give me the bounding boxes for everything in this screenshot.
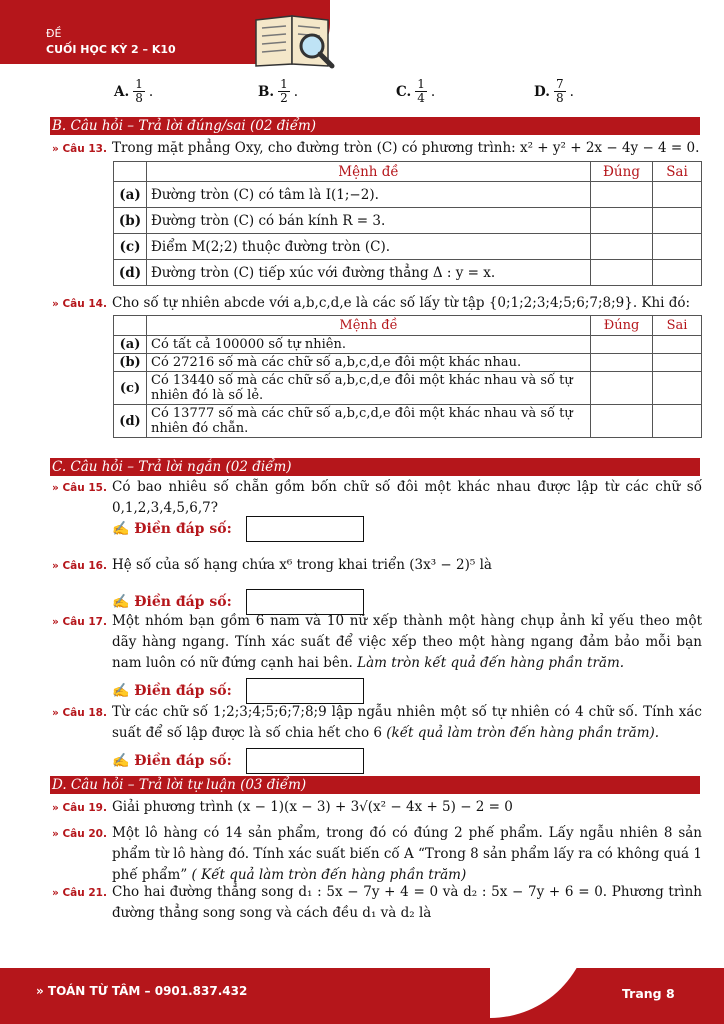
q18-answer: ✍ Điền đáp số:	[112, 748, 364, 774]
q14-row-a: Có tất cả 100000 số tự nhiên.	[147, 336, 591, 354]
section-c-heading: C. Câu hỏi – Trả lời ngắn (02 điểm)	[50, 458, 700, 476]
answer-options	[0, 78, 724, 114]
option-d: D. $\frac{7}{8}$ .	[534, 77, 574, 105]
q16-text: Hệ số của số hạng chứa x⁶ trong khai triển (3x³ − 2)⁵ là	[112, 557, 492, 573]
option-c: C. $\frac{1}{4}$ .	[396, 77, 436, 105]
q14-label: » Câu 14.	[52, 298, 107, 310]
q21-label: » Câu 21.	[52, 887, 107, 899]
footer-curve	[490, 908, 590, 1018]
q14-row-d: Có 13777 số mà các chữ số a,b,c,d,e đôi một khác nhau và số tự nhiên đó chẵn.	[147, 405, 591, 438]
page-number: Trang 8	[622, 986, 675, 1001]
q20-label: » Câu 20.	[52, 828, 107, 840]
section-d-heading: D. Câu hỏi – Trả lời tự luận (03 điểm)	[50, 776, 700, 794]
q18-label: » Câu 18.	[52, 707, 107, 719]
q13-table: Mệnh đề Đúng Sai (a) Đường tròn (C) có tâm là I(1;−2). (b) Đường tròn (C) có bán kính R = 3. (c) Điểm M(2;2) thuộc đường tròn (C). (d) Đường tròn (C) tiếp xúc với đường thẳng Δ : y = x.	[113, 161, 702, 286]
q14-text: Cho số tự nhiên abcde với a,b,c,d,e là các số lấy từ tập {0;1;2;3;4;5;6;7;8;9}. Khi đó:	[112, 295, 691, 311]
option-b: B. $\frac{1}{2}$ .	[258, 77, 299, 105]
footer-band	[0, 968, 724, 1024]
q13-row-d: Đường tròn (C) tiếp xúc với đường thẳng Δ : y = x.	[147, 260, 591, 286]
q13-row-c: Điểm M(2;2) thuộc đường tròn (C).	[147, 234, 591, 260]
q13-label: » Câu 13.	[52, 143, 107, 155]
q21-text: Cho hai đường thẳng song d₁ : 5x − 7y + 4 = 0 và d₂ : 5x − 7y + 6 = 0. Phương trình đường thẳng song song và cách đều d₁ và d₂ là	[112, 884, 702, 921]
q19-text: Giải phương trình (x − 1)(x − 3) + 3√(x² − 4x + 5) − 2 = 0	[112, 799, 513, 815]
header-line2: CUỐI HỌC KỲ 2 – K10	[46, 43, 176, 56]
book-magnifier-icon	[250, 6, 340, 70]
q13-row-b: Đường tròn (C) có bán kính R = 3.	[147, 208, 591, 234]
q17-text: Một nhóm bạn gồm 6 nam và 10 nữ xếp thành một hàng chụp ảnh kỉ yếu theo một dãy hàng ngang. Tính xác suất để việc xếp theo một hàng ngang đảm bảo mỗi bạn nam luôn có nữ đứng cạnh hai bên. Làm tròn kết quả đến hàng phần trăm.	[112, 613, 702, 671]
q18-answer-box[interactable]	[246, 748, 364, 774]
q16-label: » Câu 16.	[52, 560, 107, 572]
section-b-heading: B. Câu hỏi – Trả lời đúng/sai (02 điểm)	[50, 117, 700, 135]
q14-row-c: Có 13440 số mà các chữ số a,b,c,d,e đôi một khác nhau và số tự nhiên đó là số lẻ.	[147, 372, 591, 405]
q14-row-b: Có 27216 số mà các chữ số a,b,c,d,e đôi một khác nhau.	[147, 354, 591, 372]
q16-answer: ✍ Điền đáp số:	[112, 589, 364, 615]
footer-brand: » TOÁN TỪ TÂM – 0901.837.432	[36, 984, 248, 998]
q19-label: » Câu 19.	[52, 802, 107, 814]
q17-label: » Câu 17.	[52, 616, 107, 628]
q15-answer: ✍ Điền đáp số:	[112, 516, 364, 542]
q15-answer-box[interactable]	[246, 516, 364, 542]
q20-text: Một lô hàng có 14 sản phẩm, trong đó có đúng 2 phế phẩm. Lấy ngẫu nhiên 8 sản phẩm từ lô hàng đó. Tính xác suất biến cố A “Trong 8 sản phẩm lấy ra có không quá 1 phế phẩm” ( Kết quả làm tròn đến hàng phần trăm)	[112, 825, 702, 883]
q17-answer-box[interactable]	[246, 678, 364, 704]
q13-row-a: Đường tròn (C) có tâm là I(1;−2).	[147, 182, 591, 208]
q15-label: » Câu 15.	[52, 482, 107, 494]
q18-text: Từ các chữ số 1;2;3;4;5;6;7;8;9 lập ngẫu nhiên một số tự nhiên có 4 chữ số. Tính xác suất để số lập được là số chia hết cho 6 (kết quả làm tròn đến hàng phần trăm).	[112, 704, 702, 741]
option-a: A. $\frac{1}{8}$ .	[114, 77, 154, 105]
q13-text: Trong mặt phẳng Oxy, cho đường tròn (C) có phương trình: x² + y² + 2x − 4y − 4 = 0.	[112, 140, 700, 156]
q14-table: Mệnh đề Đúng Sai (a) Có tất cả 100000 số tự nhiên. (b) Có 27216 số mà các chữ số a,b,c,d,e đôi một khác nhau. (c) Có 13440 số mà các chữ số a,b,c,d,e đôi một khác nhau và số tự nhiên đó là số lẻ. (d) Có 13777 số mà các chữ số a,b,c,d,e đôi một khác nhau và số tự nhiên đó chẵn.	[113, 315, 702, 438]
header-line1: ĐỀ	[46, 27, 62, 40]
q17-answer: ✍ Điền đáp số:	[112, 678, 364, 704]
q15-text: Có bao nhiêu số chẵn gồm bốn chữ số đôi một khác nhau được lập từ các chữ số 0,1,2,3,4,5,6,7?	[112, 479, 702, 516]
